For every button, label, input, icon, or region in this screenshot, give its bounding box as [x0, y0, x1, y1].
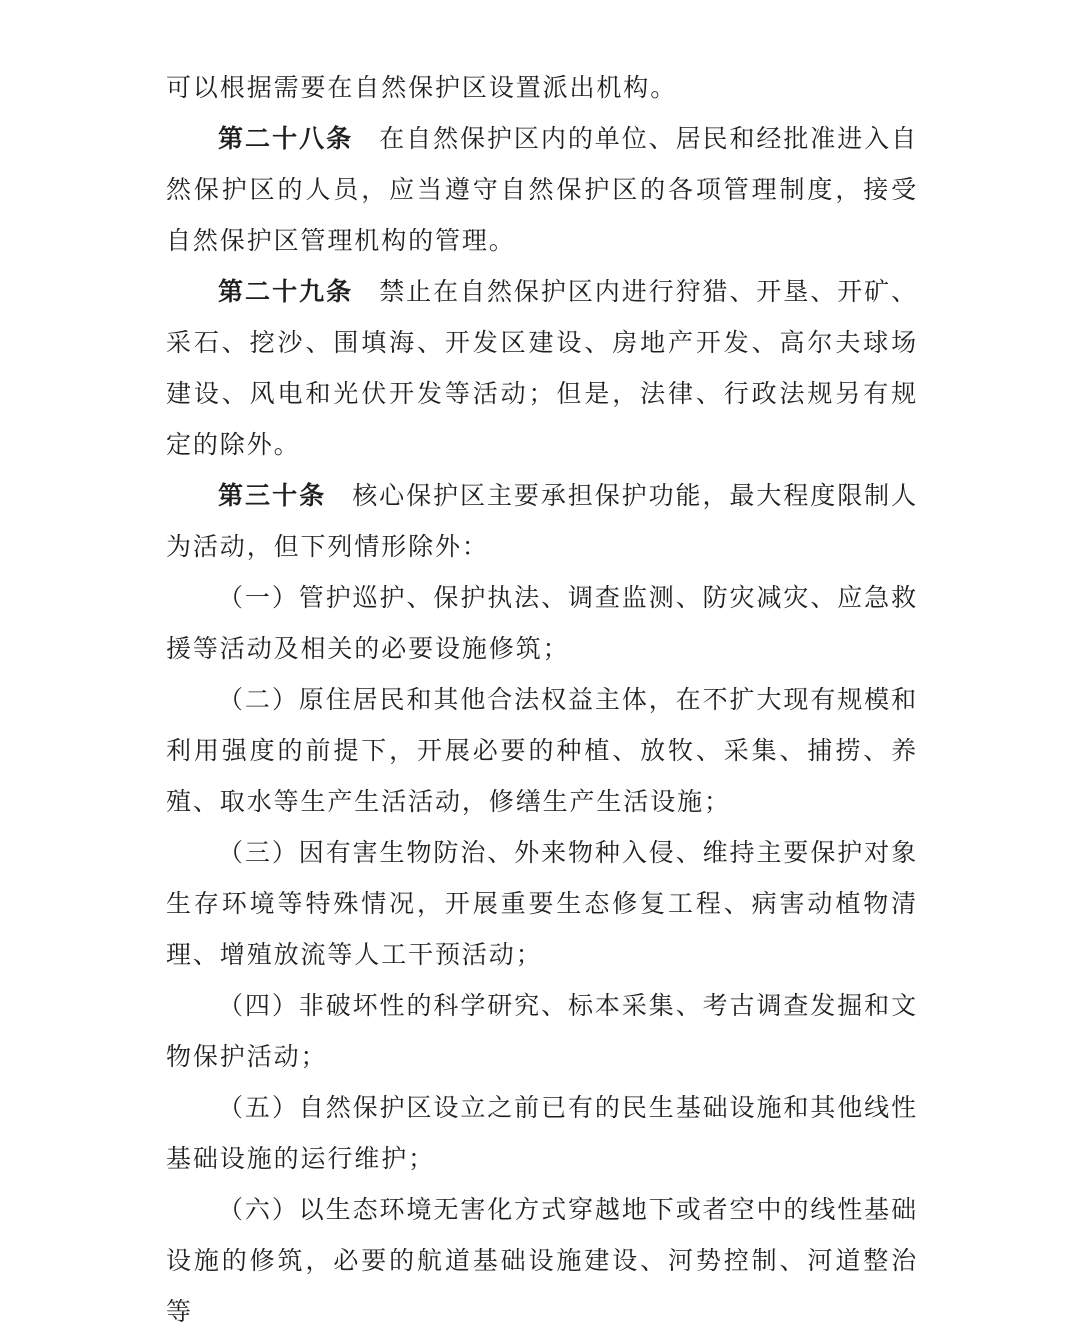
article-text: 在自然保护区内的单位、居民和经批准进入自然保护区的人员，应当遵守自然保护区的各项管理制度，接受自然保护区管理机构的管理。	[166, 124, 918, 255]
article-text: 核心保护区主要承担保护功能，最大程度限制人为活动，但下列情形除外：	[166, 481, 918, 561]
paragraph-continuation: 可以根据需要在自然保护区设置派出机构。	[166, 73, 678, 102]
article-heading: 第二十八条	[218, 124, 354, 153]
article-30	[166, 470, 918, 572]
article-heading: 第二十九条	[218, 277, 354, 306]
list-item-6: （六）以生态环境无害化方式穿越地下或者空中的线性基础设施的修筑，必要的航道基础设施建设、河势控制、河道整治等	[166, 1195, 918, 1326]
article-29	[166, 266, 918, 470]
list-item-1: （一）管护巡护、保护执法、调查监测、防灾减灾、应急救援等活动及相关的必要设施修筑；	[166, 583, 918, 663]
article-28	[166, 113, 918, 266]
article-text: 禁止在自然保护区内进行狩猎、开垦、开矿、采石、挖沙、围填海、开发区建设、房地产开发、高尔夫球场建设、风电和光伏开发等活动；但是，法律、行政法规另有规定的除外。	[166, 277, 918, 459]
list-item-4: （四）非破坏性的科学研究、标本采集、考古调查发掘和文物保护活动；	[166, 991, 918, 1071]
list-item-5: （五）自然保护区设立之前已有的民生基础设施和其他线性基础设施的运行维护；	[166, 1093, 918, 1173]
list-item-2: （二）原住居民和其他合法权益主体，在不扩大现有规模和利用强度的前提下，开展必要的种植、放牧、采集、捕捞、养殖、取水等生产生活活动，修缮生产生活设施；	[166, 685, 918, 816]
document-page	[166, 62, 918, 1337]
article-heading: 第三十条	[218, 481, 327, 510]
list-item-3: （三）因有害生物防治、外来物种入侵、维持主要保护对象生存环境等特殊情况，开展重要生态修复工程、病害动植物清理、增殖放流等人工干预活动；	[166, 838, 918, 969]
